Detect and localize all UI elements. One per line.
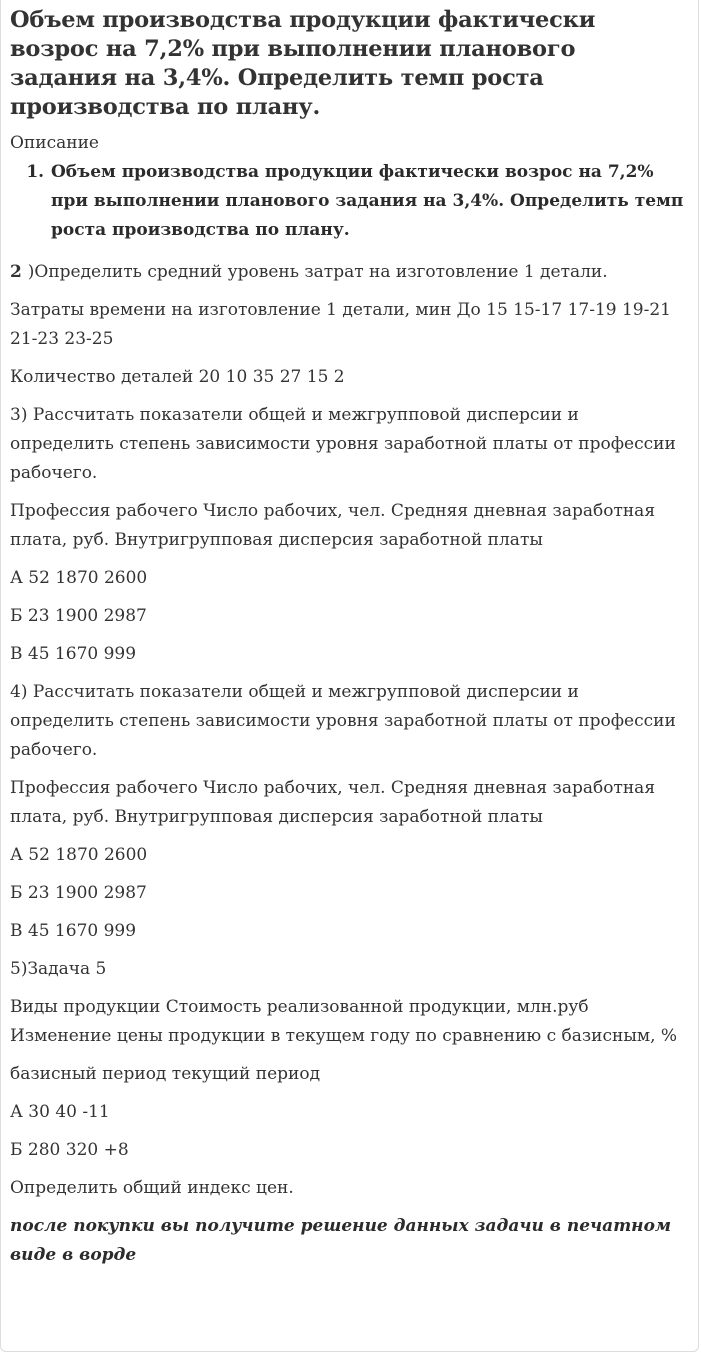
task3-row: Б 23 1900 2987 — [10, 606, 147, 626]
task2-number: 2 — [10, 262, 28, 282]
task2-row-counts: Количество деталей 20 10 35 27 15 2 — [10, 367, 345, 387]
page-title: Объем производства продукции фактически возрос на 7,2% при выполнении планового задания на 3,4%. Определить темп роста производства по плану. — [10, 7, 596, 120]
task4-header: Профессия рабочего Число рабочих, чел. Средняя дневная заработная плата, руб. Внутригрупповая дисперсия заработной платы — [10, 778, 656, 827]
task5-row: Б 280 320 +8 — [10, 1140, 129, 1160]
task5-row: А 30 40 -11 — [10, 1102, 110, 1122]
task2-text: )Определить средний уровень затрат на изготовление 1 детали. — [27, 262, 608, 282]
task5-title: 5)Задача 5 — [10, 959, 107, 979]
task4-row: В 45 1670 999 — [10, 921, 137, 941]
task5-periods: базисный период текущий период — [10, 1064, 321, 1084]
purchase-note: после покупки вы получите решение данных задачи в печатном виде в ворде — [10, 1216, 672, 1265]
description-label: Описание — [10, 133, 99, 153]
task4-row: Б 23 1900 2987 — [10, 883, 147, 903]
description-list — [10, 158, 688, 245]
task2-title — [10, 258, 688, 287]
task5-question: Определить общий индекс цен. — [10, 1178, 294, 1198]
task2-row-times: Затраты времени на изготовление 1 детали, мин До 15 15-17 17-19 19-21 21-23 23-25 — [10, 300, 671, 349]
task3-row: В 45 1670 999 — [10, 644, 137, 664]
description-item: 1. Объем производства продукции фактически возрос на 7,2% при выполнении планового задания на 3,4%. Определить темп роста производства по плану. — [50, 158, 688, 245]
task4-row: А 52 1870 2600 — [10, 845, 148, 865]
task4-intro: 4) Рассчитать показатели общей и межгрупповой дисперсии и определить степень зависимости уровня заработной платы от профессии рабочего. — [10, 682, 676, 760]
task5-header: Виды продукции Стоимость реализованной продукции, млн.руб Изменение цены продукции в текущем году по сравнению с базисным, % — [10, 997, 678, 1046]
task3-intro: 3) Рассчитать показатели общей и межгрупповой дисперсии и определить степень зависимости уровня заработной платы от профессии рабочего. — [10, 405, 676, 483]
task3-header: Профессия рабочего Число рабочих, чел. Средняя дневная заработная плата, руб. Внутригрупповая дисперсия заработной платы — [10, 501, 656, 550]
task3-row: А 52 1870 2600 — [10, 568, 148, 588]
